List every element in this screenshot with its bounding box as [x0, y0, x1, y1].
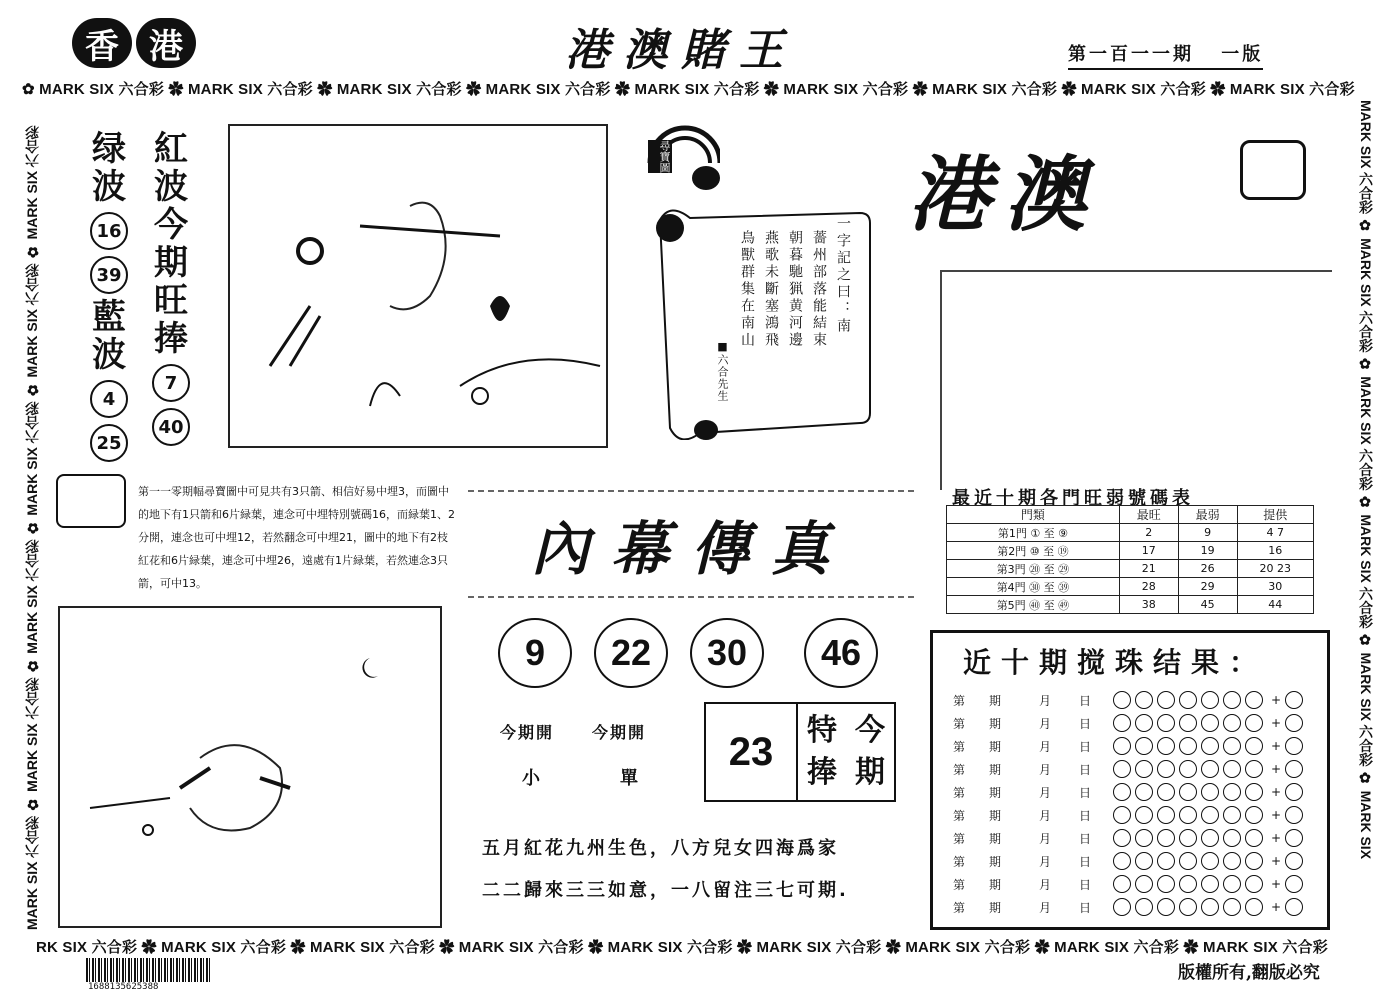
special-char: 期 [855, 755, 885, 790]
empty-ball-slot [1201, 783, 1219, 801]
empty-ball-slot [1113, 691, 1131, 709]
rider-illustration [58, 606, 442, 928]
empty-ball-slot [1245, 898, 1263, 916]
result-row-label: 日 [1079, 854, 1092, 869]
empty-ball-slot [1201, 898, 1219, 916]
empty-ball-slot [1135, 875, 1153, 893]
empty-ball-slot [1223, 852, 1241, 870]
empty-ball-slot [1245, 691, 1263, 709]
table-header: 門類 [947, 506, 1120, 524]
result-row-label: 第 [953, 716, 966, 731]
result-row-label: 第 [953, 877, 966, 892]
empty-ball-slot [1113, 714, 1131, 732]
riddle-scroll [650, 200, 880, 440]
result-row-label: 月 [1039, 762, 1052, 777]
plus-sign: + [1271, 854, 1282, 868]
empty-ball-slot [1157, 714, 1175, 732]
empty-ball-slot [1113, 829, 1131, 847]
riddle-line: 燕歌未斷塞鴻飛 [763, 230, 779, 349]
open-label-title: 今期開 [592, 723, 647, 742]
table-cell: 38 [1119, 596, 1178, 614]
table-cell: 第2門 ⑩ 至 ⑲ [947, 542, 1120, 560]
hint-paragraph: 第一一零期幅尋寶圖中可見共有3只箭、相信好易中埋3，而圖中的地下有1只箭和6片緑葉，連念可中埋特別號碼16，而緑葉1、2分開，連念也可中埋12，若然翻念可中埋21，圖中的地下有2枝紅花和6片緑葉，連念可中埋26，遠處有1片緑葉，若然連念3只箭，可中13。 [138, 485, 455, 590]
riddle-line: 鳥獸群集在南山 [739, 230, 755, 349]
table-cell: 2 [1119, 524, 1178, 542]
result-row-label: 第 [953, 785, 966, 800]
result-row-label: 期 [989, 693, 1002, 708]
result-row-label: 日 [1079, 831, 1092, 846]
result-row-label: 月 [1039, 716, 1052, 731]
result-row-label: 月 [1039, 785, 1052, 800]
stats-title: 最近十期各門旺弱號碼表 [952, 488, 1194, 509]
barcode [86, 958, 212, 982]
empty-ball-slot [1245, 852, 1263, 870]
table-cell: 19 [1178, 542, 1237, 560]
result-row [953, 689, 1307, 711]
special-number: 23 [706, 704, 798, 800]
empty-ball-slot [1285, 714, 1303, 732]
special-char: 捧 [807, 755, 837, 790]
empty-ball-slot [1245, 875, 1263, 893]
result-row [953, 896, 1307, 918]
table-cell: 第5門 ㊵ 至 ㊾ [947, 596, 1120, 614]
table-row [947, 560, 1314, 578]
result-row-label: 期 [989, 831, 1002, 846]
table-cell: 29 [1178, 578, 1237, 596]
empty-ball-slot [1135, 898, 1153, 916]
plus-sign: + [1271, 762, 1282, 776]
number-ball: 25 [90, 424, 128, 462]
left-ribbon: MARK SIX 六合彩 ✿ MARK SIX 六合彩 ✿ MARK SIX 六合彩 ✿ MARK SIX 六合彩 ✿ MARK SIX 六合彩 ✿ MARK SIX 六合彩 [24, 125, 40, 930]
empty-ball-slot [1245, 714, 1263, 732]
issue-number [1068, 40, 1263, 70]
empty-ball-slot [1285, 829, 1303, 847]
table-header: 最旺 [1119, 506, 1178, 524]
result-row-label: 第 [953, 831, 966, 846]
inner-news-title: 內幕傳真 [468, 490, 914, 598]
empty-ball-slot [1157, 691, 1175, 709]
table-cell: 4 7 [1237, 524, 1313, 542]
empty-ball-slot [1285, 898, 1303, 916]
treasure-map-label [640, 118, 720, 198]
table-cell: 第1門 ① 至 ⑨ [947, 524, 1120, 542]
poem-line: 二二歸來三三如意，一八留注三七可期. [482, 880, 849, 901]
special-text [798, 704, 894, 800]
result-row-label: 月 [1039, 808, 1052, 823]
result-row [953, 827, 1307, 849]
empty-ball-slot [1113, 852, 1131, 870]
barcode-number: 1688135625388 [88, 982, 159, 992]
empty-ball-slot [1135, 829, 1153, 847]
table-cell: 第4門 ㉚ 至 ㊴ [947, 578, 1120, 596]
riddle-line: 朝暮馳猟黄河邊 [787, 230, 803, 349]
table-row [947, 578, 1314, 596]
result-row-label: 月 [1039, 693, 1052, 708]
result-row [953, 850, 1307, 872]
number-ball: 7 [152, 364, 190, 402]
empty-ball-slot [1179, 806, 1197, 824]
number-ball: 40 [152, 408, 190, 446]
plus-sign: + [1271, 785, 1282, 799]
empty-ball-slot [1201, 760, 1219, 778]
results-title: 近十期搅珠结果： [963, 646, 1268, 679]
empty-ball-slot [1135, 691, 1153, 709]
empty-ball-slot [1157, 852, 1175, 870]
special-char: 特 [807, 713, 837, 748]
plus-sign: + [1271, 693, 1282, 707]
result-row-label: 期 [989, 877, 1002, 892]
door-stats-table [946, 505, 1314, 614]
result-row-label: 日 [1079, 716, 1092, 731]
riddle-author: ■六合先生 [716, 340, 729, 402]
plus-sign: + [1271, 739, 1282, 753]
treasure-map-illustration [228, 124, 608, 448]
plus-sign: + [1271, 900, 1282, 914]
empty-ball-slot [1157, 898, 1175, 916]
red-wave-title: 紅波今期旺捧 [154, 129, 188, 359]
result-row [953, 758, 1307, 780]
issue-text: 第一百一一期 [1068, 44, 1194, 65]
table-cell: 21 [1119, 560, 1178, 578]
number-ball: 39 [90, 256, 128, 294]
green-wave-title: 绿波 [92, 129, 126, 207]
empty-ball-slot [1245, 783, 1263, 801]
empty-ball-slot [1157, 760, 1175, 778]
empty-ball-slot [1223, 806, 1241, 824]
result-row-label: 第 [953, 739, 966, 754]
result-row-label: 月 [1039, 831, 1052, 846]
empty-ball-slot [1113, 737, 1131, 755]
result-row [953, 781, 1307, 803]
plus-sign: + [1271, 716, 1282, 730]
playing-cards-icon [1240, 140, 1306, 200]
empty-ball-slot [1223, 829, 1241, 847]
lucky-ball: 22 [594, 618, 668, 688]
table-cell: 9 [1178, 524, 1237, 542]
gangao-logo: 港澳 [908, 147, 1100, 243]
bottom-ribbon: RK SIX 六合彩 ✿ MARK SIX 六合彩 ✿ MARK SIX 六合彩 ✿ MARK SIX 六合彩 ✿ MARK SIX 六合彩 ✿ MARK SIX 六合彩 ✿ MARK SIX 六合彩 ✿ MARK SIX 六合彩 ✿ MARK SIX 六合彩 [36, 939, 1328, 956]
special-number-box [704, 702, 896, 802]
empty-ball-slot [1157, 829, 1175, 847]
empty-ball-slot [1135, 783, 1153, 801]
open-label-value: 小 [522, 768, 542, 789]
result-row [953, 712, 1307, 734]
result-row-label: 第 [953, 808, 966, 823]
open-label-title: 今期開 [500, 723, 555, 742]
empty-ball-slot [1113, 783, 1131, 801]
result-row-label: 日 [1079, 693, 1092, 708]
empty-ball-slot [1245, 737, 1263, 755]
masthead-title: 港澳賭王 [565, 25, 797, 76]
plus-sign: + [1271, 877, 1282, 891]
top-ribbon: ✿ MARK SIX 六合彩 ✿ MARK SIX 六合彩 ✿ MARK SIX 六合彩 ✿ MARK SIX 六合彩 ✿ MARK SIX 六合彩 ✿ MARK SIX 六合彩 ✿ MARK SIX 六合彩 ✿ MARK SIX 六合彩 ✿ MARK SIX 六合彩 [22, 81, 1355, 98]
logo-panel [940, 270, 1332, 490]
open-label-value: 單 [620, 768, 640, 789]
green-wave-column [88, 130, 130, 462]
table-cell: 16 [1237, 542, 1313, 560]
plus-sign: + [1271, 808, 1282, 822]
lucky-ball: 30 [690, 618, 764, 688]
table-row [947, 524, 1314, 542]
fairy-scene-drawing [230, 126, 606, 446]
riddle-line: 薔州部落能結束 [811, 230, 827, 349]
table-cell: 26 [1178, 560, 1237, 578]
empty-ball-slot [1113, 806, 1131, 824]
empty-ball-slot [1201, 806, 1219, 824]
result-row-label: 期 [989, 808, 1002, 823]
empty-ball-slot [1135, 852, 1153, 870]
result-row-label: 期 [989, 716, 1002, 731]
result-row-label: 日 [1079, 808, 1092, 823]
table-header: 提供 [1237, 506, 1313, 524]
empty-ball-slot [1135, 737, 1153, 755]
empty-ball-slot [1223, 875, 1241, 893]
result-row-label: 月 [1039, 739, 1052, 754]
rider-scene-drawing [60, 608, 440, 926]
badge-char: 香 [72, 18, 132, 68]
plus-sign: + [1271, 831, 1282, 845]
empty-ball-slot [1157, 875, 1175, 893]
empty-ball-slot [1245, 829, 1263, 847]
empty-ball-slot [1223, 737, 1241, 755]
result-row-label: 日 [1079, 762, 1092, 777]
empty-ball-slot [1113, 875, 1131, 893]
poem-line: 五月紅花九州生色，八方兒女四海爲家 [482, 838, 839, 859]
empty-ball-slot [1223, 714, 1241, 732]
hong-kong-badge [72, 18, 200, 68]
lucky-ball: 46 [804, 618, 878, 688]
empty-ball-slot [1179, 714, 1197, 732]
result-row-label: 日 [1079, 739, 1092, 754]
table-cell: 20 23 [1237, 560, 1313, 578]
empty-ball-slot [1285, 783, 1303, 801]
result-row-label: 日 [1079, 877, 1092, 892]
empty-ball-slot [1135, 760, 1153, 778]
result-row-label: 第 [953, 693, 966, 708]
result-row-label: 期 [989, 785, 1002, 800]
empty-ball-slot [1201, 691, 1219, 709]
empty-ball-slot [1245, 806, 1263, 824]
badge-char: 港 [136, 18, 196, 68]
result-row-label: 月 [1039, 900, 1052, 915]
empty-ball-slot [1179, 898, 1197, 916]
result-row-label: 期 [989, 762, 1002, 777]
empty-ball-slot [1179, 737, 1197, 755]
result-row-label: 期 [989, 900, 1002, 915]
empty-ball-slot [1135, 714, 1153, 732]
empty-ball-slot [1201, 852, 1219, 870]
empty-ball-slot [1135, 806, 1153, 824]
empty-ball-slot [1223, 898, 1241, 916]
result-row-label: 第 [953, 900, 966, 915]
empty-ball-slot [1179, 829, 1197, 847]
empty-ball-slot [1285, 806, 1303, 824]
blue-wave-title: 藍波 [92, 297, 126, 375]
table-cell: 第3門 ⑳ 至 ㉙ [947, 560, 1120, 578]
right-ribbon: MARK SIX 六合彩 ✿ MARK SIX 六合彩 ✿ MARK SIX 六合彩 ✿ MARK SIX 六合彩 ✿ MARK SIX 六合彩 ✿ MARK SIX [1358, 100, 1374, 860]
number-ball: 16 [90, 212, 128, 250]
table-cell: 44 [1237, 596, 1313, 614]
table-cell: 28 [1119, 578, 1178, 596]
result-row-label: 月 [1039, 854, 1052, 869]
draw-results-panel [930, 630, 1330, 930]
empty-ball-slot [1223, 760, 1241, 778]
empty-ball-slot [1179, 691, 1197, 709]
empty-ball-slot [1285, 691, 1303, 709]
empty-ball-slot [1179, 760, 1197, 778]
empty-ball-slot [1113, 760, 1131, 778]
result-row [953, 873, 1307, 895]
table-cell: 45 [1178, 596, 1237, 614]
table-cell: 30 [1237, 578, 1313, 596]
table-header: 最弱 [1178, 506, 1237, 524]
table-cell: 17 [1119, 542, 1178, 560]
empty-ball-slot [1201, 737, 1219, 755]
result-row [953, 735, 1307, 757]
empty-ball-slot [1285, 737, 1303, 755]
result-row-label: 月 [1039, 877, 1052, 892]
result-row-label: 日 [1079, 785, 1092, 800]
table-row [947, 596, 1314, 614]
edition-text: 一版 [1221, 44, 1264, 65]
number-ball: 4 [90, 380, 128, 418]
special-char: 今 [855, 713, 885, 748]
empty-ball-slot [1201, 829, 1219, 847]
empty-ball-slot [1223, 691, 1241, 709]
hand-pointer-icon [56, 474, 126, 528]
empty-ball-slot [1157, 806, 1175, 824]
copyright-notice: 版權所有,翻版必究 [1178, 963, 1320, 983]
empty-ball-slot [1179, 852, 1197, 870]
empty-ball-slot [1201, 875, 1219, 893]
result-row-label: 期 [989, 739, 1002, 754]
result-row [953, 804, 1307, 826]
empty-ball-slot [1157, 737, 1175, 755]
result-row-label: 第 [953, 854, 966, 869]
result-row-label: 第 [953, 762, 966, 777]
red-wave-column [150, 130, 192, 446]
empty-ball-slot [1285, 875, 1303, 893]
result-row-label: 期 [989, 854, 1002, 869]
empty-ball-slot [1157, 783, 1175, 801]
empty-ball-slot [1113, 898, 1131, 916]
treasure-label-text: 尋寶圖 [648, 140, 672, 173]
empty-ball-slot [1285, 760, 1303, 778]
riddle-line: 一字記之曰：南 [835, 216, 851, 335]
lucky-ball: 9 [498, 618, 572, 688]
result-row-label: 日 [1079, 900, 1092, 915]
empty-ball-slot [1285, 852, 1303, 870]
empty-ball-slot [1179, 875, 1197, 893]
empty-ball-slot [1245, 760, 1263, 778]
empty-ball-slot [1201, 714, 1219, 732]
empty-ball-slot [1179, 783, 1197, 801]
table-row [947, 542, 1314, 560]
empty-ball-slot [1223, 783, 1241, 801]
